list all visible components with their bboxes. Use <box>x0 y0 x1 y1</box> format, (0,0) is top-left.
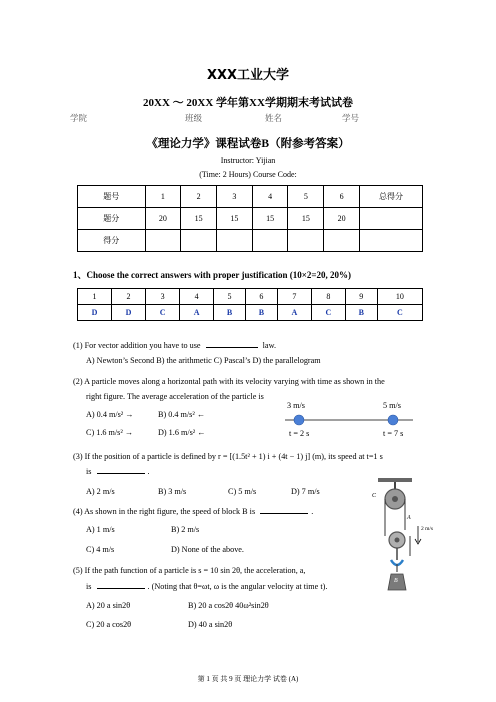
option-a: A) 1 m/s <box>86 525 115 534</box>
block-b-label: B <box>394 578 398 584</box>
time-label-1: t = 2 s <box>289 429 310 438</box>
answer-cell: C <box>146 305 180 321</box>
particle-2-icon <box>388 415 398 425</box>
option-a: A) 20 a sin2θ <box>86 601 131 610</box>
table-cell <box>324 230 360 252</box>
table-row <box>78 305 423 321</box>
option-c: C) 4 m/s <box>86 545 115 554</box>
table-row <box>78 186 423 208</box>
table-cell <box>360 230 423 252</box>
time-label-2: t = 7 s <box>383 429 404 438</box>
score-table <box>77 185 423 252</box>
page-footer: 第 1 页 共 9 页 理论力学 试卷 (A) <box>197 675 299 683</box>
option-b: B) 20 a cos2θ 40ω²sin2θ <box>188 601 269 610</box>
answer-blank <box>206 347 258 348</box>
question-text: law. <box>262 341 276 350</box>
table-cell: 5 <box>214 289 246 305</box>
table-cell: 2 <box>112 289 146 305</box>
table-cell: 题分 <box>78 208 146 230</box>
table-cell <box>360 208 423 230</box>
time-course-code: (Time: 2 Hours) Course Code: <box>199 170 297 179</box>
answer-cell: B <box>345 305 377 321</box>
question-3-line-1: (3) If the position of a particle is defined by r = [(1.5t² + 1) i + (4t − 1) j] (m), its speed at t=1 s <box>73 452 383 461</box>
table-cell <box>216 230 252 252</box>
table-cell: 6 <box>324 186 360 208</box>
field-student-id: 学号 <box>342 113 360 123</box>
table-cell: 10 <box>377 289 422 305</box>
answer-table <box>77 288 423 321</box>
answer-cell: B <box>214 305 246 321</box>
table-row <box>78 230 423 252</box>
table-cell: 题号 <box>78 186 146 208</box>
term-title: 20XX ～ 20XX 学年第XX学期期末考试试卷 <box>143 97 353 109</box>
question-4 <box>73 505 313 518</box>
particle-path <box>285 411 415 429</box>
table-row <box>78 208 423 230</box>
point-a-label: A <box>407 515 411 521</box>
table-cell: 15 <box>288 208 324 230</box>
table-cell: 1 <box>145 186 181 208</box>
table-cell <box>252 230 288 252</box>
table-cell: 9 <box>345 289 377 305</box>
section-1-title: 1、Choose the correct answers with proper justification (10×2=20, 20%) <box>73 270 351 280</box>
velocity-figure <box>285 399 415 441</box>
table-cell: 20 <box>324 208 360 230</box>
table-cell: 15 <box>252 208 288 230</box>
option-c: C) 5 m/s <box>228 487 257 496</box>
velocity-label-2: 5 m/s <box>383 401 401 410</box>
table-cell: 总得分 <box>360 186 423 208</box>
table-cell <box>145 230 181 252</box>
table-cell: 4 <box>252 186 288 208</box>
table-cell: 7 <box>277 289 311 305</box>
option-b: B) 3 m/s <box>158 487 187 496</box>
field-college: 学院 <box>70 113 88 123</box>
option-d: D) 7 m/s <box>291 487 320 496</box>
field-class: 班级 <box>185 113 203 123</box>
answer-cell: D <box>78 305 112 321</box>
table-cell: 15 <box>181 208 217 230</box>
question-text: (4) As shown in the right figure, the speed of block B is <box>73 507 256 516</box>
question-1 <box>73 339 276 352</box>
table-cell: 20 <box>145 208 181 230</box>
pulley-c-label: C <box>372 493 377 499</box>
option-b: B) 0.4 m/s² ← <box>158 410 206 419</box>
question-text: . <box>147 467 150 476</box>
option-d: D) None of the above. <box>171 545 244 554</box>
question-2-line-2: right figure. The average acceleration of the particle is <box>86 392 264 401</box>
answer-cell: A <box>180 305 214 321</box>
table-cell: 4 <box>180 289 214 305</box>
answer-blank <box>97 473 145 474</box>
answer-cell: C <box>377 305 422 321</box>
table-cell: 8 <box>311 289 345 305</box>
table-cell: 3 <box>146 289 180 305</box>
question-1-options: A) Newton’s Second B) the arithmetic C) Pascal’s D) the parallelogram <box>86 356 321 365</box>
question-text: is <box>86 467 92 476</box>
question-text: . <box>311 507 314 516</box>
instructor: Instructor: Yijian <box>220 156 276 165</box>
question-text: (1) For vector addition you have to use <box>73 341 201 350</box>
velocity-label-1: 3 m/s <box>287 401 305 410</box>
subject-title: 《理论力学》课程试卷B（附参考答案） <box>146 138 350 150</box>
table-cell: 5 <box>288 186 324 208</box>
option-a: A) 0.4 m/s² → <box>86 410 134 419</box>
option-c: C) 20 a cos2θ <box>86 620 132 629</box>
table-cell: 6 <box>245 289 277 305</box>
table-cell <box>181 230 217 252</box>
option-b: B) 2 m/s <box>171 525 200 534</box>
particle-1-icon <box>294 415 304 425</box>
table-cell: 3 <box>216 186 252 208</box>
answer-cell: B <box>245 305 277 321</box>
answer-cell: D <box>112 305 146 321</box>
question-5-line-1: (5) If the path function of a particle is s = 10 sin 2θ, the acceleration, a, <box>73 566 306 575</box>
question-2-line-1: (2) A particle moves along a horizontal path with its velocity varying with time as shown in the <box>73 377 385 386</box>
question-5-line-2 <box>86 580 327 593</box>
option-d: D) 1.6 m/s² ← <box>158 428 206 437</box>
field-name: 姓名 <box>265 113 283 123</box>
table-cell: 15 <box>216 208 252 230</box>
answer-blank <box>97 588 145 589</box>
question-text: . (Noting that θ=ωt, ω is the angular velocity at time t). <box>147 582 328 591</box>
answer-cell: C <box>311 305 345 321</box>
table-cell: 得分 <box>78 230 146 252</box>
university-title: XXX工业大学 <box>206 68 290 83</box>
option-c: C) 1.6 m/s² → <box>86 428 134 437</box>
table-cell: 2 <box>181 186 217 208</box>
table-cell: 1 <box>78 289 112 305</box>
question-text: is <box>86 582 92 591</box>
answer-cell: A <box>277 305 311 321</box>
pulley-figure <box>360 478 440 596</box>
option-d: D) 40 a sin2θ <box>188 620 233 629</box>
option-a: A) 2 m/s <box>86 487 115 496</box>
velocity-label: 2 m/s <box>421 526 434 532</box>
question-3-line-2 <box>86 465 150 478</box>
table-row <box>78 289 423 305</box>
table-cell <box>288 230 324 252</box>
answer-blank <box>260 513 308 514</box>
